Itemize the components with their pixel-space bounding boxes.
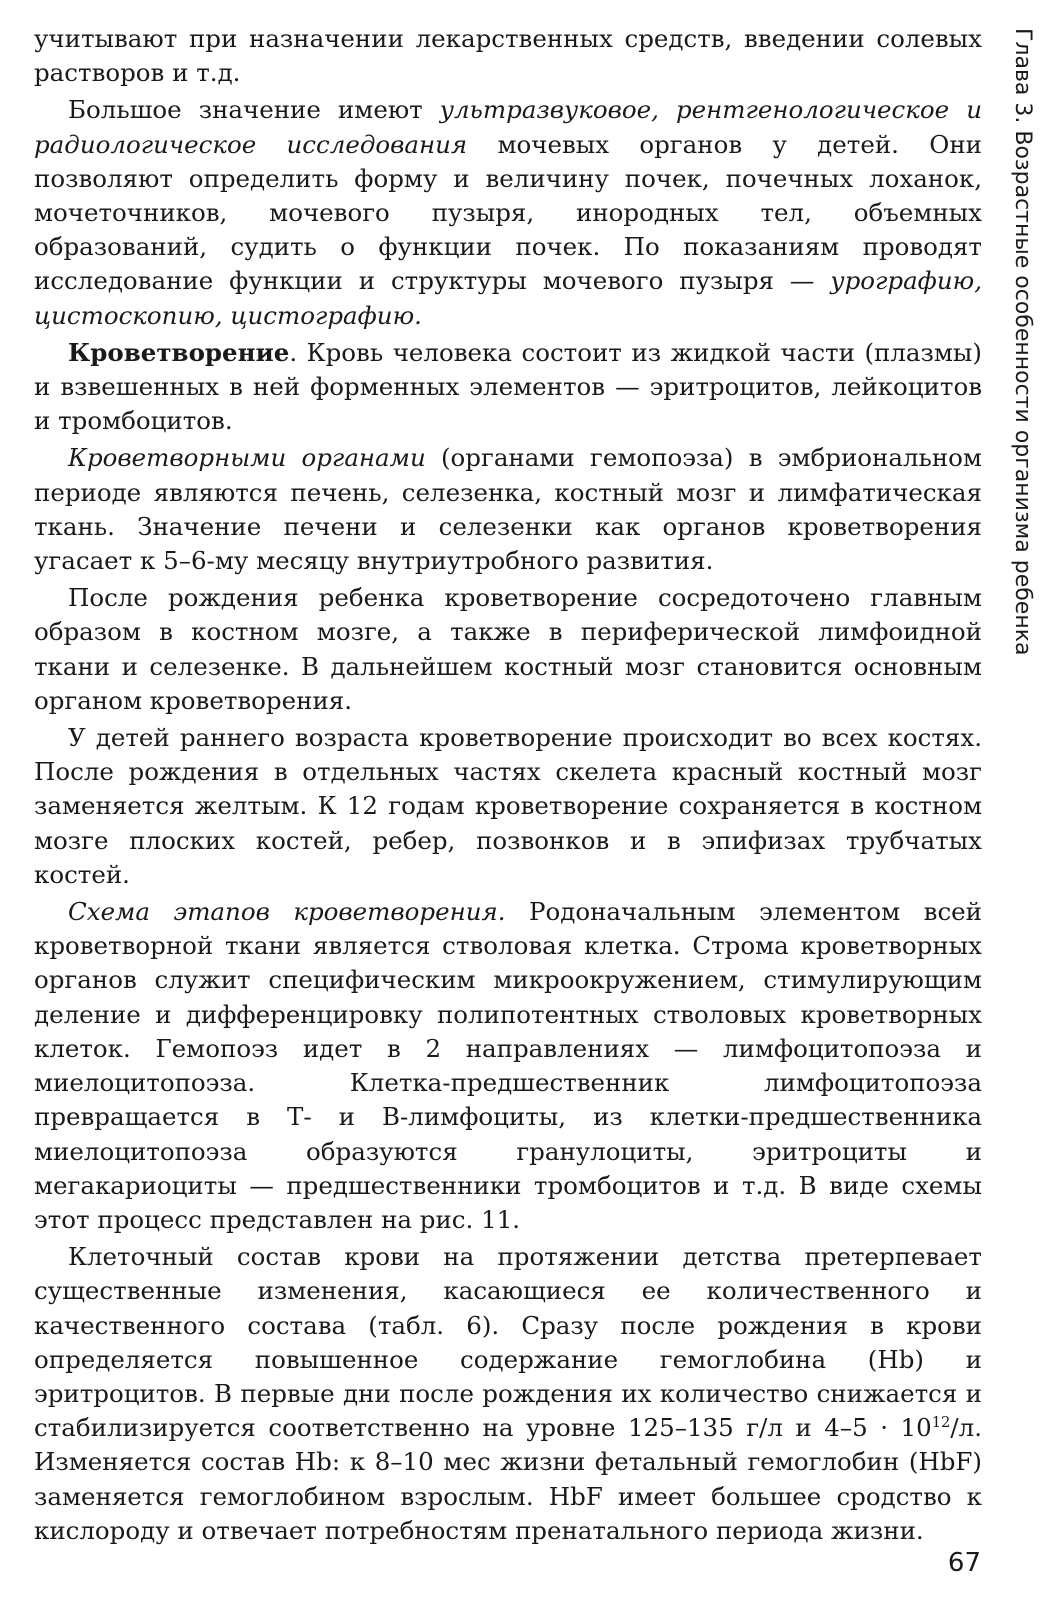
paragraph-5 (34, 581, 982, 718)
paragraph-8 (34, 1240, 982, 1548)
paragraph-2-italic-1: ультразвуковое, рентгенологическое и радиологическое исследования (34, 95, 982, 159)
paragraph-4 (34, 441, 982, 578)
paragraph-4-text: (органами гемопоэза) в эмбриональном периоде являются печень, селезенка, костный мозг и лимфатическая ткань. Значение печени и селезенки как органов кроветворения угасает к 5–6-му месяцу внутриутробного развития. (34, 443, 982, 576)
paragraph-6 (34, 721, 982, 892)
paragraph-4-italic: Кроветворными органами (68, 443, 426, 473)
paragraph-1 (34, 22, 982, 90)
paragraph-2-text-a: Большое значение имеют (68, 95, 440, 125)
paragraph-7-italic: Схема этапов кроветворения. (68, 897, 506, 927)
paragraph-7-text: Родоначальным элементом всей кроветворной ткани является стволовая клетка. Строма кроветворных органов служит специфическим микроокружением, стимулирующим деление и дифференцировку полипотентных стволовых кроветворных клеток. Гемопоэз идет в 2 направлениях — лимфоцитопоэза и миелоцитопоэза. Клетка-предшественник лимфоцитопоэза превращается в Т- и В-лимфоциты, из клетки-предшественника миелоцитопоэза образуются гранулоциты, эритроциты и мегакариоциты — предшественники тромбоцитов и т.д. В виде схемы этот процесс представлен на рис. 11. (34, 897, 982, 1234)
page-body (34, 22, 982, 1552)
paragraph-8-text-b: /л. Изменяется состав Hb: к 8–10 мес жизни фетальный гемоглобин (HbF) заменяется гемоглобином взрослым. HbF имеет большее сродство к кислороду и отвечает потребностям пренатального периода жизни. (34, 1413, 982, 1545)
paragraph-2-text-b: мочевых органов у детей. Они позволяют определить форму и величину почек, почечных лоханок, мочеточников, мочевого пузыря, инородных тел, объемных образований, судить о функции почек. По показаниям проводят исследование функции и структуры мочевого пузыря — (34, 129, 982, 296)
paragraph-2 (34, 93, 982, 332)
paragraph-1-text: учитывают при назначении лекарственных средств, введении солевых растворов и т.д. (34, 24, 982, 88)
paragraph-8-exponent: 12 (931, 1413, 951, 1431)
paragraph-6-text: У детей раннего возраста кроветворение происходит во всех костях. После рождения в отдельных частях скелета красный костный мозг заменяется желтым. К 12 годам кроветворение сохраняется в костном мозге плоских костей, ребер, позвонков и в эпифизах трубчатых костей. (34, 723, 982, 889)
paragraph-3-text: . Кровь человека состоит из жидкой части (плазмы) и взвешенных в ней форменных элементов — эритроцитов, лейкоцитов и тромбоцитов. (34, 337, 982, 436)
paragraph-2-italic-2: урографию, цистоскопию, цистографию. (34, 266, 982, 330)
running-head: Глава 3. Возрастные особенности организма ребенка (1010, 28, 1035, 656)
paragraph-7 (34, 895, 982, 1237)
page-number: 67 (947, 1548, 981, 1578)
paragraph-5-text: После рождения ребенка кроветворение сосредоточено главным образом в костном мозге, а также в периферической лимфоидной ткани и селезенке. В дальнейшем костный мозг становится основным органом кроветворения. (34, 583, 982, 715)
paragraph-8-text-a: Клеточный состав крови на протяжении детства претерпевает существенные изменения, касающиеся ее количественного и качественного состава (табл. 6). Сразу после рождения в крови определяется повышенное содержание гемоглобина (Hb) и эритроцитов. В первые дни после рождения их количество снижается и стабилизируется соответственно на уровне 125–135 г/л и 4–5 · 10 (34, 1242, 982, 1443)
term-krovetvorenie: Кроветворение (68, 337, 290, 367)
paragraph-3 (34, 336, 982, 439)
